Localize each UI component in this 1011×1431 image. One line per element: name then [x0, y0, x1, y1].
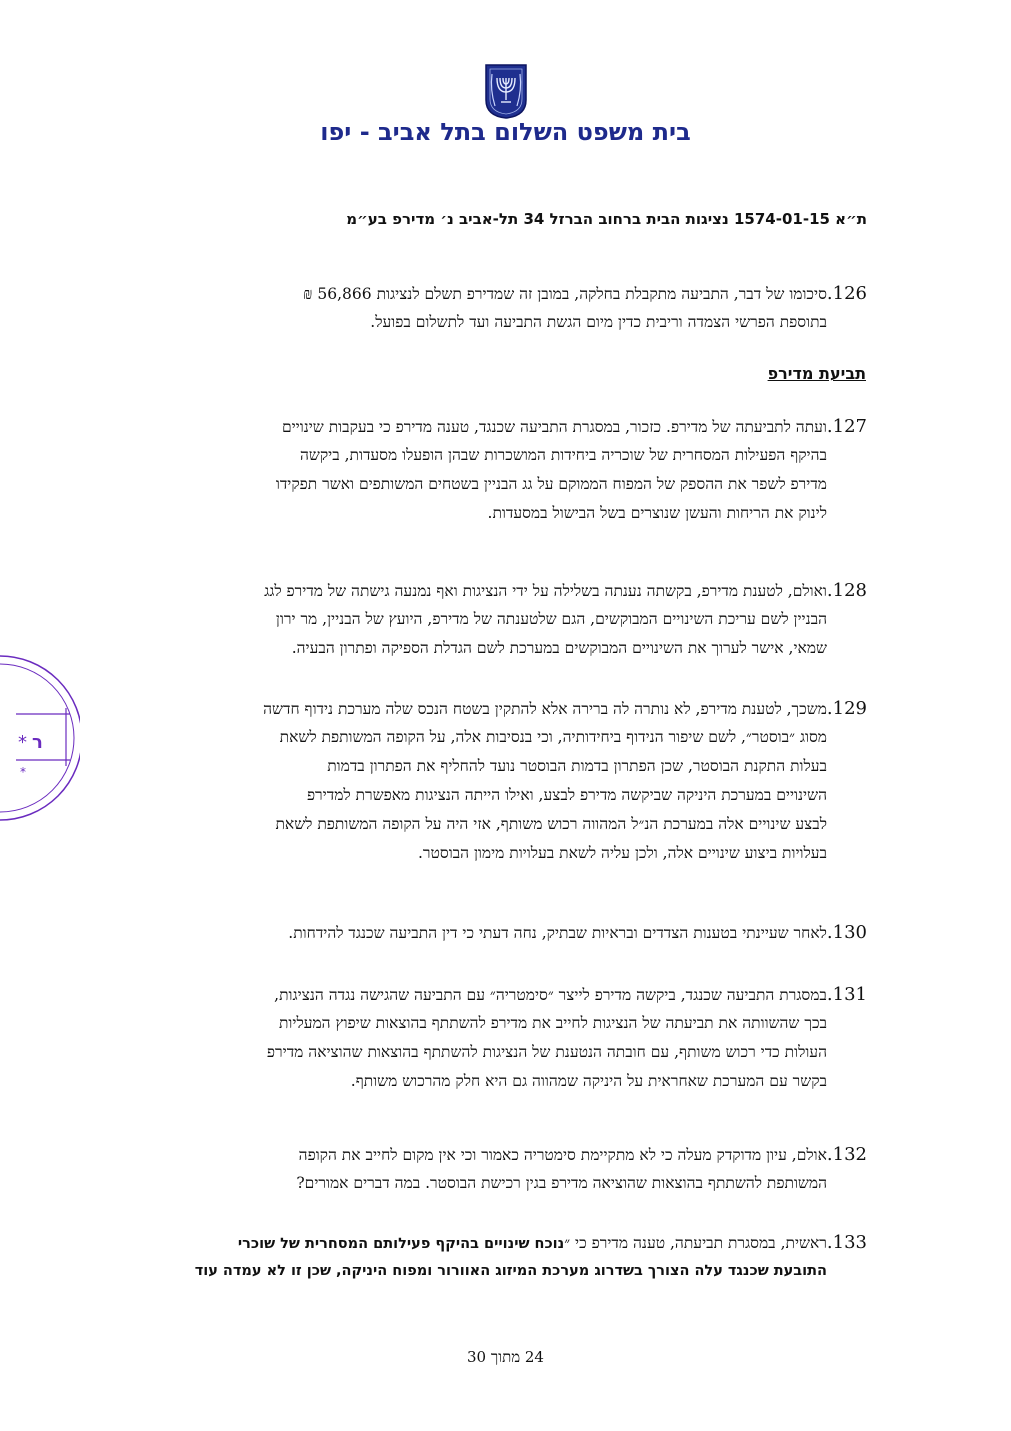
paragraph-text: בקשר עם המערכת שאחראית על היניקה שמהווה גם היא חלק מהרכוש משותף.	[350, 1072, 827, 1090]
paragraph-text: העולות כדי רכוש משותף, עם חובתה הנטענת של הנציגות להשתתף בהוצאות שהוציאה מדירפ	[266, 1043, 827, 1061]
svg-text:ר: ר	[32, 732, 43, 753]
paragraph-number: 126.	[826, 283, 867, 304]
state-emblem-icon	[483, 62, 529, 120]
paragraph-text: ואולם, לטענת מדירפ, בקשתה נענתה בשלילה על ידי הנציגות ואף נמנעה גישתה של מדירפ לגג	[264, 582, 827, 600]
paragraph-text: מדירפ לשפר את ההספק של המפוח הממוקם על גג הבניין בשטחים המשותפים ואשר תפקידו	[275, 475, 827, 493]
paragraph-126	[137, 279, 867, 337]
paragraph-number: 128.	[826, 580, 867, 601]
paragraph-127	[137, 412, 867, 528]
paragraph-text: ראשית, במסגרת תביעתה, טענה מדירפ כי ״	[564, 1234, 827, 1252]
paragraph-text: לינוק את הריחות והעשן שנוצרים בשל הבישול במסעדות.	[487, 504, 827, 522]
paragraph-number: 130.	[826, 922, 867, 943]
paragraph-text: בעלות התקנת הבוסטר, שכן הפתרון בדמות הבוסטר נועד להחליף את הפתרון בדמות	[327, 757, 827, 775]
svg-text:*: *	[18, 732, 27, 753]
court-name-title: בית משפט השלום בתל אביב - יפו	[320, 118, 691, 146]
paragraph-130	[137, 918, 867, 947]
paragraph-text: המשותפת להשתתף בהוצאות שהוציאה מדירפ בגין רכישת הבוסטר. במה דברים אמורים?	[296, 1174, 827, 1192]
paragraph-quote-bold: נוכח שינויים בהיקף פעילותם המסחרית של שוכרי	[237, 1236, 565, 1252]
paragraph-text: לבצע שינויים אלה במערכת הנ״ל המהווה רכוש משותף, אזי היה על הקופה המשותפת לשאת	[275, 815, 827, 833]
paragraph-number: 133.	[826, 1232, 867, 1253]
paragraph-text: בעלויות ביצוע שינויים אלה, ולכן עליה לשאת בעלויות מימון הבוסטר.	[417, 844, 827, 862]
paragraph-number: 131.	[826, 984, 867, 1005]
paragraph-text: ועתה לתביעתה של מדירפ. כזכור, במסגרת התביעה שכנגד, טענה מדירפ כי בעקבות שינויים	[281, 418, 827, 436]
paragraph-128	[137, 576, 867, 663]
paragraph-text: מסוג ״בוסטר״, לשם שיפור הנידוף ביחידותיה, וכי בנסיבות אלה, על הקופה המשותפת לשאת	[279, 728, 827, 746]
paragraph-number: 132.	[826, 1144, 867, 1165]
svg-text:*: *	[20, 765, 26, 779]
paragraph-text: סיכומו של דבר, התביעה מתקבלת בחלקה, במובן זה שמדירפ תשלם לנציגות 56,866 ₪	[303, 285, 827, 303]
page-number: 24 מתוך 30	[467, 1348, 544, 1366]
court-stamp-icon	[0, 648, 80, 828]
paragraph-text: בתוספת הפרשי הצמדה וריבית כדין מיום הגשת התביעה ועד לתשלום בפועל.	[370, 313, 827, 331]
paragraph-133	[137, 1228, 867, 1286]
paragraph-text: בהיקף הפעילות המסחרית של שוכריה ביחידות המושכרות שבהן הופעלו מסעדות, ביקשה	[299, 446, 827, 464]
paragraph-text: לאחר שעיינתי בטענות הצדדים ובראיות שבתיק, נחה דעתי כי דין התביעה שכנגד להידחות.	[288, 924, 827, 942]
paragraph-129	[137, 694, 867, 868]
paragraph-text: בכך שהשוותה את תביעתה של הנציגות לחייב את מדירפ להשתתף בהוצאות שיפוץ המעליות	[278, 1014, 827, 1032]
paragraph-131	[137, 980, 867, 1096]
paragraph-text: אולם, עיון מדוקדק מעלה כי לא מתקיימת סימטריה כאמור וכי אין מקום לחייב את הקופה	[298, 1146, 827, 1164]
paragraph-number: 127.	[826, 416, 867, 437]
section-heading: תביעת מדירפ	[767, 364, 866, 383]
paragraph-text: שמאי, אישר לערוך את השינויים המבוקשים במערכת לשם הגדלת הספיקה ופתרון הבעיה.	[291, 639, 827, 657]
paragraph-132	[137, 1140, 867, 1198]
paragraph-number: 129.	[826, 698, 867, 719]
paragraph-text: משכך, לטענת מדירפ, לא נותרה לה ברירה אלא להתקין בשטח הנכס שלה מערכת נידוף חדשה	[263, 700, 827, 718]
paragraph-text: במסגרת התביעה שכנגד, ביקשה מדירפ לייצר ״סימטריה״ עם התביעה שהגישה נגדה הנציגות,	[274, 986, 827, 1004]
paragraph-quote-bold: התובעת שכנגד עלה הצורך בשדרוג מערכת המיזוג האוורור ומפוח היניקה, שכן זו לא עמדה עוד	[194, 1263, 827, 1279]
case-number-line: ת״א 1574-01-15 נציגות הבית ברחוב הברזל 34 תל-אביב נ׳ מדירפ בע״מ	[346, 210, 867, 228]
paragraph-text: השינויים במערכת היניקה שביקשה מדירפ לבצע, ואילו הייתה הנציגות מאפשרת למדירפ	[306, 786, 827, 804]
paragraph-text: הבניין לשם עריכת השינויים המבוקשים, הגם שלטענתה של מדירפ, היועץ של הבניין, מר ירון	[275, 610, 827, 628]
